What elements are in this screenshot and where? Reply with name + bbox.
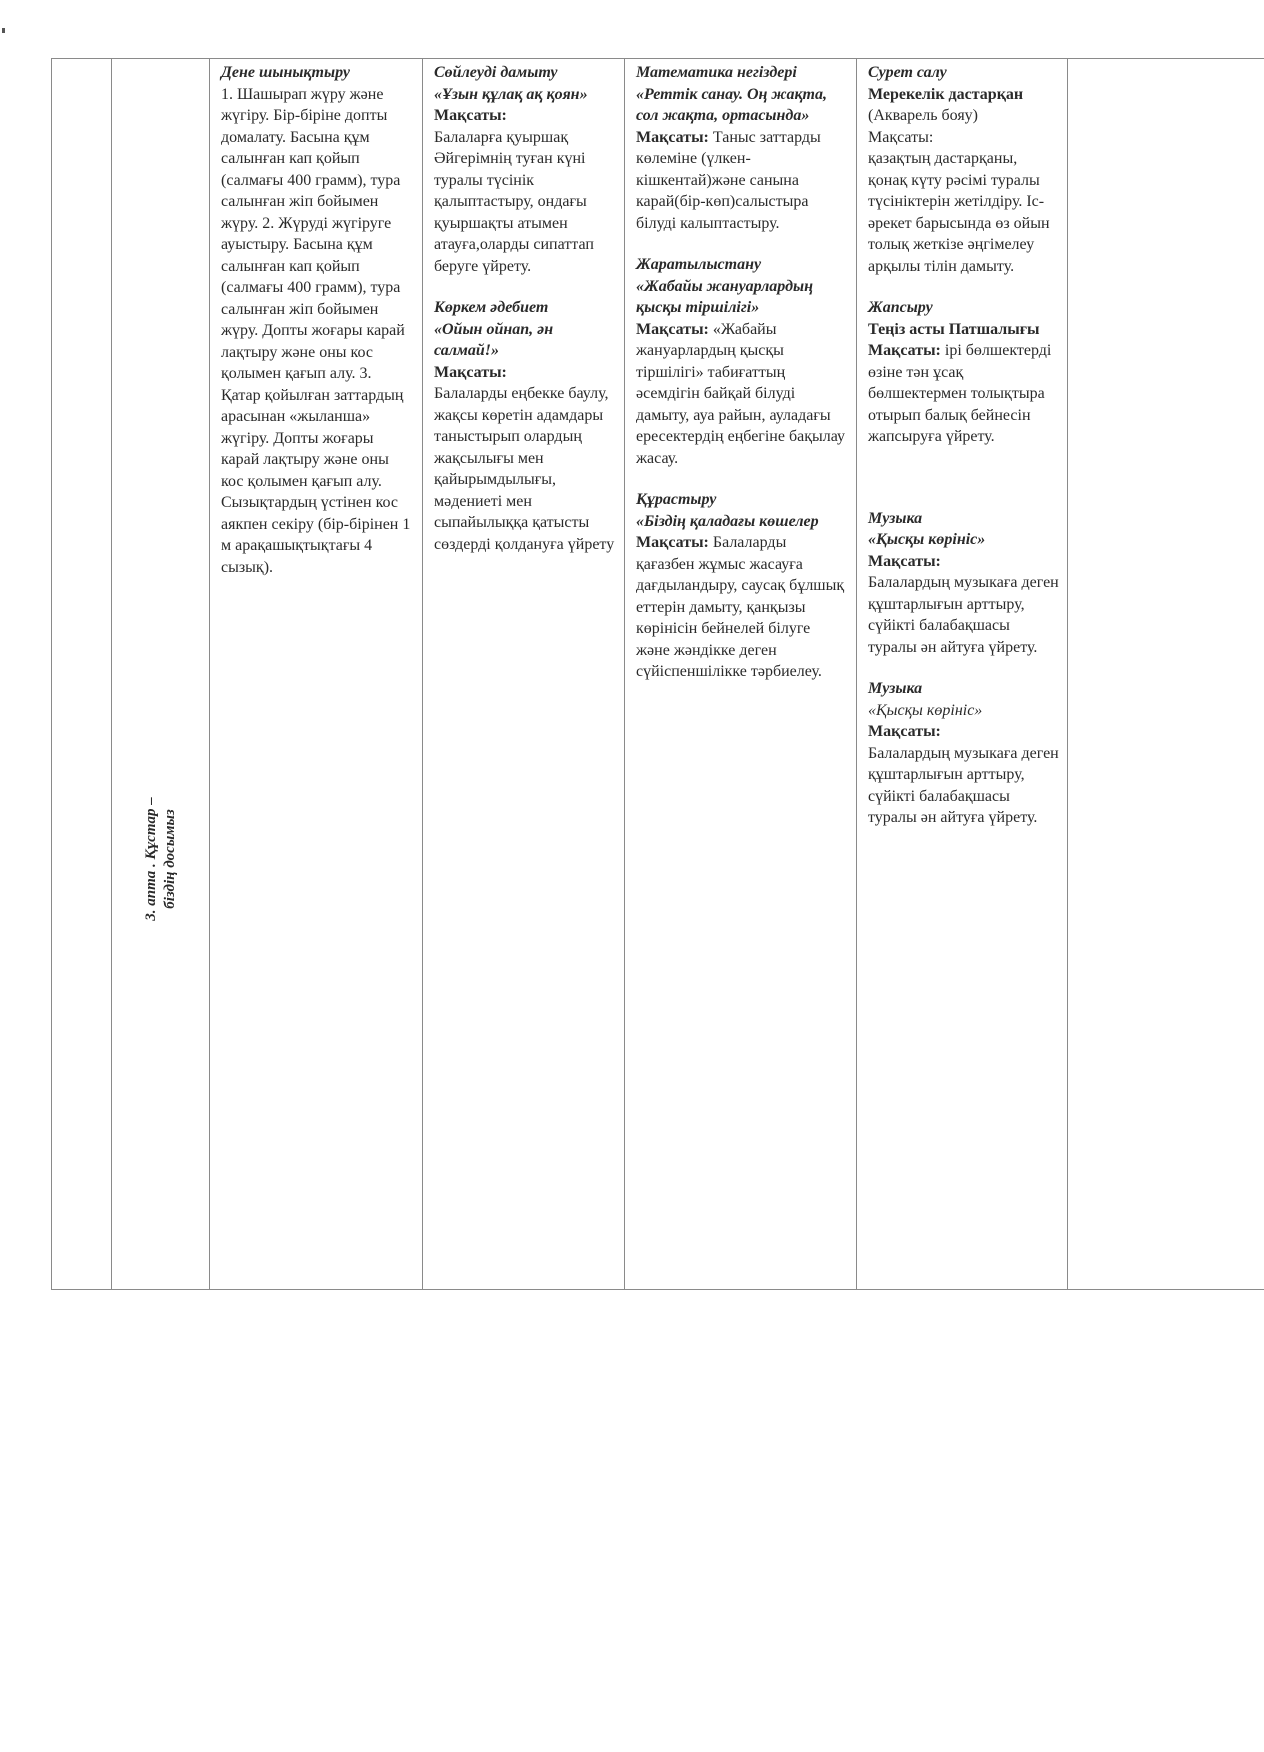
activity-text: 1. Шашырап жүру және жүгіру. Бір-біріне допты домалату. Басына құм салынған кап қойып (салмағы 400 грамм), тура салынған жіп бойымен жүру. 2. Жүруді жүгіруге ауыстыру. Басына құм салынған кап қойып (салмағы 400 грамм), тура салынған жіп бойымен жүру. Допты жоғары карай лақтыру және оны кос қолымен қағып алу. 3. Қатар қойылған заттардың арасынан «жыланша» жүгіру. Допты жоғары карай лақтыру және оны кос қолымен қағып алу. Сызықтардың үстінен кос аякпен секіру (бір-бірінен 1 м арақашықтықтағы 4 сызық).: [221, 85, 411, 576]
goal-label: Мақсаты:: [434, 363, 507, 381]
goal-label: Мақсаты:: [868, 342, 941, 359]
lesson-title: «Қысқы көрініс»: [868, 531, 986, 548]
lesson-title: Теңіз асты Патшалығы: [868, 320, 1040, 338]
goal-label: Мақсаты:: [868, 552, 941, 570]
subject-title: Музыка: [868, 509, 923, 527]
goal-label: Мақсаты:: [434, 107, 507, 124]
week-label: [142, 797, 180, 921]
lesson-title: Мерекелік дастарқан: [868, 85, 1024, 103]
goal-label: Мақсаты:: [868, 723, 941, 740]
art-music-cell: [857, 59, 1068, 1290]
subject-title: Сурет салу: [868, 64, 947, 81]
goal-label: Мақсаты:: [636, 320, 709, 338]
goal-text: Балаларды еңбекке баулу, жақсы көретін адамдары таныстырып олардың жақсылығы мен қайырымдылығы, мәдениеті мен сыпайылыққа қатысты сөздерді қолдануға үйрету: [434, 385, 615, 553]
goal-label: Мақсаты:: [636, 534, 709, 551]
lesson-plan-table: [51, 58, 1264, 1290]
week-label-line2: біздің досымыз: [161, 809, 178, 909]
subject-title: Музыка: [868, 680, 923, 697]
goal-label: Мақсаты:: [868, 128, 934, 146]
lesson-title: «Қысқы көрініс»: [868, 701, 983, 719]
goal-text: «Жабайы жануарлардың қысқы тіршілігі» табиғаттың әсемдігін байқай білуді дамыту, ауа райын, ауладағы ересектердің еңбегіне бақылау жасау.: [636, 320, 845, 467]
lesson-title: «Ойын ойнап, ән салмай!»: [434, 320, 554, 359]
goal-text: Балалардың музыкаға деген құштарлығын арттыру, сүйікті балабақшасы туралы ән айтуға үйрету.: [868, 744, 1059, 826]
goal-text: Балаларға қуыршақ Әйгерімнің туған күні туралы түсінік қалыптастыру, ондағы қуыршақты атымен атауға,оларды сипаттап беруге үйрету.: [434, 128, 594, 275]
subject-title: Дене шынықтыру: [221, 64, 350, 81]
subject-title: Жапсыру: [868, 299, 933, 316]
week-label-line1: 3. апта . Құстар –: [142, 797, 159, 921]
math-nature-construction-cell: [625, 59, 857, 1290]
lesson-title: «Жабайы жануарлардың қысқы тіршілігі»: [636, 277, 813, 316]
empty-column: [1068, 59, 1264, 1290]
subject-title: Жаратылыстану: [636, 256, 762, 273]
goal-label: Мақсаты:: [636, 128, 709, 146]
blank-column: [52, 59, 112, 1290]
scan-speck: [2, 28, 5, 33]
subject-title: Құрастыру: [636, 491, 717, 508]
physical-education-cell: [210, 59, 423, 1290]
goal-text: қазақтың дастарқаны, қонақ күту рәсімі туралы түсініктерін жетілдіру. Іс-әрекет барысында өз ойын толық жеткізе әңгімелеу арқылы тілін дамыту.: [868, 150, 1050, 275]
table-row: [52, 59, 1264, 1290]
subject-title: Математика негіздері: [636, 64, 797, 81]
lesson-title: «Ұзын құлақ ақ қоян»: [434, 85, 588, 103]
week-cell: [112, 59, 210, 1290]
lesson-title: «Біздің қаладағы көшелер: [636, 512, 819, 530]
speech-literature-cell: [423, 59, 625, 1290]
goal-text: Балалардың музыкаға деген құштарлығын арттыру, сүйікті балабақшасы туралы ән айтуға үйрету.: [868, 574, 1059, 656]
subject-title: Сөйлеуді дамыту: [434, 64, 558, 81]
lesson-title: «Реттік санау. Оң жақта, сол жақта, ортасында»: [636, 85, 827, 124]
subject-title: Көркем әдебиет: [434, 299, 549, 316]
goal-text: Балаларды қағазбен жұмыс жасауға дағдыландыру, саусақ бұлшық еттерін дамыту, қанқызы көрінісін бейнелей білуге және жәндікке деген сүйіспеншілікке тәрбиелеу.: [636, 534, 845, 680]
lesson-note: (Акварель бояу): [868, 107, 979, 124]
goal-text: ірі бөлшектерді өзіне тән ұсақ бөлшектермен толықтыра отырып балық бейнесін жапсыруға үйрету.: [868, 342, 1052, 445]
goal-text: Таныс заттарды көлеміне (үлкен-кішкентай)және санына карай(бір-көп)салыстыра білуді калыптастыру.: [636, 128, 821, 232]
